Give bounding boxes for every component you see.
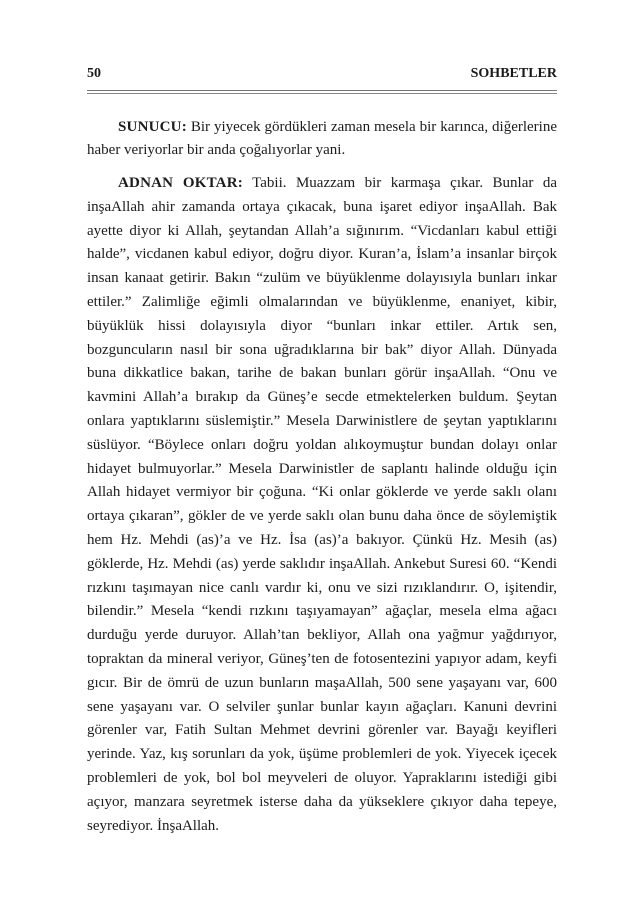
speaker-label: ADNAN OKTAR: [118,175,243,192]
running-header [87,66,557,86]
book-page [87,66,557,847]
header-rule-thick [87,90,557,91]
running-title: SOHBETLER [470,66,557,81]
speaker-label: SUNUCU: [118,118,187,135]
page-number: 50 [87,66,101,81]
paragraph-text: Bir yiyecek gördükleri zaman mesela bir karınca, diğerlerine haber veriyorlar bir anda çoğalıyorlar yani. [87,118,557,159]
body-text [87,116,557,839]
header-rule-thin [87,93,557,94]
paragraph-sunucu [87,116,557,164]
paragraph-adnan-oktar [87,172,557,838]
paragraph-text: Tabii. Muazzam bir karmaşa çıkar. Bunlar da inşaAllah ahir zamanda ortaya çıkacak, buna işaret ediyor inşaAllah. Bak ayette diyor ki Allah, şeytandan Allah’a sığınırım. “Vicdanları kabul ettiği halde”, vicdanen kabul ediyor, doğru diyor. Kuran’a, İslam’a insanlar birçok insan kanaat getirir. Bakın “zulüm ve büyüklenme dolayısıyla bunları inkar ettiler.” Zalimliğe eğimli olmalarından ve büyüklenme, enaniyet, kibir, büyüklük hissi dolayısıyla diyor “bunları inkar ettiler. Artık sen, bozguncuların nasıl bir sona uğradıklarına bir bak” diyor Allah. Dünyada buna dikkatlice bakan, tarihe de bakan bunları görür inşaAllah. “Onu ve kavmini Allah’a bırakıp da Güneş’e secde etmektelerken buldum. Şeytan onlara yaptıklarını süslemiştir.” Mesela Darwinistlere de şeytan yaptıklarını süslüyor. “Böylece onları doğru yoldan alıkoymuştur bundan dolayı onlar hidayet bulmuyorlar.” Mesela Darwinistler de saplantı halinde olduğu için Allah hidayet vermiyor bir çoğuna. “Ki onlar göklerde ve yerde saklı olanı ortaya çıkaran”, gökler de ve yerde saklı olan bunu daha önce de söylemiştik hem Hz. Mehdi (as)’a ve Hz. İsa (as)’a bakıyor. Çünkü Hz. Mesih (as) göklerde, Hz. Mehdi (as) yerde saklıdır inşaAllah. Ankebut Suresi 60. “Kendi rızkını taşımayan nice canlı vardır ki, onu ve sizi rızıklandırır. O, işitendir, bilendir.” Mesela “kendi rızkını taşıyamayan” ağaçlar, mesela elma ağacı durduğu yerde duruyor. Allah’tan bekliyor, Allah ona yağmur yağdırıyor, topraktan da mineral veriyor, Güneş’ten de fotosentezini yapıyor adam, keyfi gıcır. Bir de ömrü de uzun bunların maşaAllah, 500 sene yaşayanı var, 600 sene yaşayanı var. O selviler şunlar bunlar kayın ağaçları. Kanuni devrini görenler var, Fatih Sultan Mehmet devrini görenler var. Bayağı keyifleri yerinde. Yaz, kış sorunları da yok, üşüme problemleri de yok. Yiyecek içecek problemleri de yok, bol bol meyveleri de oluyor. Yapraklarını istediği gibi açıyor, manzara seyretmek isterse daha da yükseklere çıkıyor daha tepeye, seyrediyor. İnşaAllah. [87,175,558,834]
